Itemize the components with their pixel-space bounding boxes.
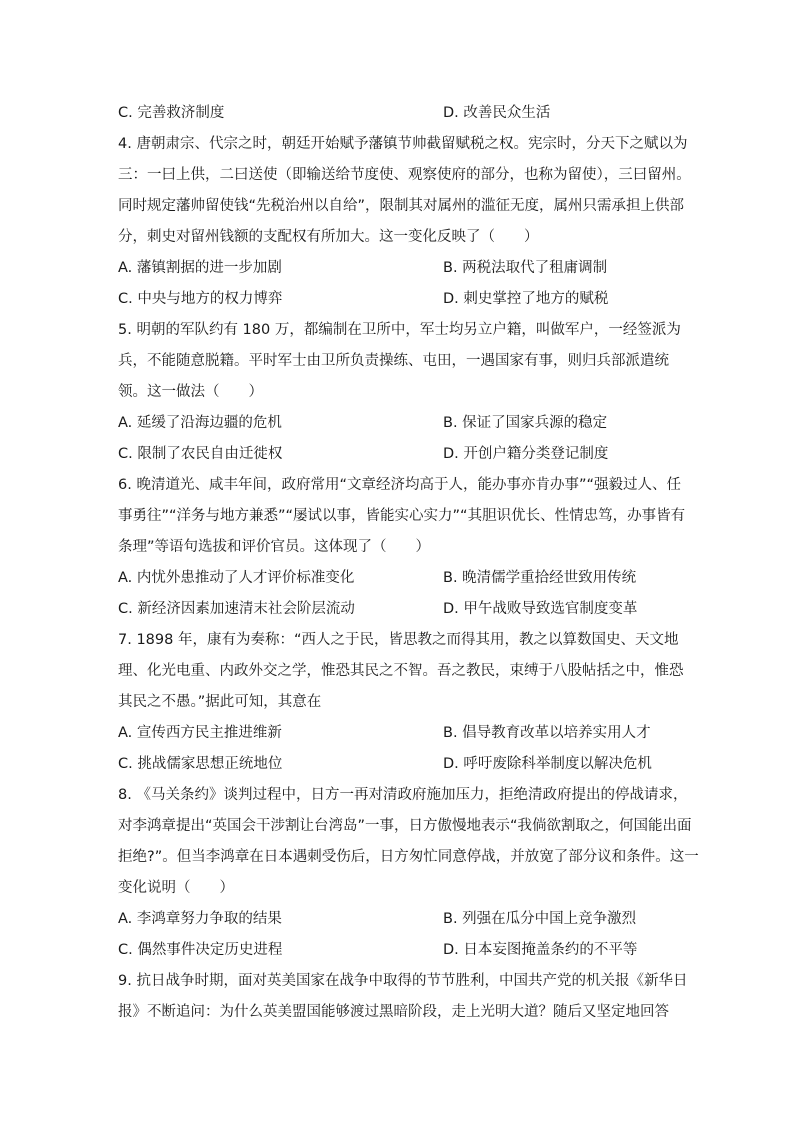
question-stem-line: 同时规定藩帅留使钱“先税治州以自给”，限制其对属州的滥征无度，属州只需承担上供部 [118, 198, 685, 214]
question-stem-line: 拒绝?”。但当李鸿章在日本遇刺受伤后，日方匆忙同意停战，并放宽了部分议和条件。这一 [118, 849, 699, 865]
question-stem-line: 对李鸿章提出“英国会干涉割让台湾岛”一事，日方傲慢地表示“我倘欲割取之，何国能出面 [118, 818, 692, 834]
page-content [118, 98, 699, 1028]
question-8 [118, 780, 699, 966]
question-stem-line: 6. 晚清道光、咸丰年间，政府常用“文章经济均高于人，能办事亦肯办事”“强毅过人、任 [118, 477, 681, 493]
question-stem-line: 分，刺史对留州钱额的支配权有所加大。这一变化反映了（ ） [118, 229, 539, 245]
q3-options [118, 98, 678, 129]
options-row [118, 408, 678, 439]
question-stem-line: 三：一曰上供，二曰送使（即输送给节度使、观察使府的部分，也称为留使），三曰留州。 [118, 167, 691, 183]
options-row [118, 935, 678, 966]
option-c: C. 完善救济制度 [118, 105, 225, 121]
options-row [118, 904, 678, 935]
option-b: B. 晚清儒学重拾经世致用传统 [443, 570, 637, 586]
options-row [118, 253, 678, 284]
question-7 [118, 625, 684, 780]
option-c: C. 限制了农民自由迁徙权 [118, 446, 283, 462]
options-row [118, 563, 678, 594]
option-b: B. 列强在瓜分中国上竞争激烈 [443, 911, 637, 927]
question-stem-line: 4. 唐朝肃宗、代宗之时，朝廷开始赋予藩镇节帅截留赋税之权。宪宗时，分天下之赋以为 [118, 136, 688, 152]
option-c: C. 中央与地方的权力博弈 [118, 291, 283, 307]
question-4 [118, 129, 691, 315]
option-a: A. 李鸿章努力争取的结果 [118, 911, 282, 927]
question-stem-line: 9. 抗日战争时期，面对英美国家在战争中取得的节节胜利，中国共产党的机关报《新华日 [118, 973, 688, 989]
option-c: C. 偶然事件决定历史进程 [118, 942, 283, 958]
option-a: A. 内忧外患推动了人才评价标准变化 [118, 570, 355, 586]
question-9 [118, 966, 688, 1028]
question-stem-line: 5. 明朝的军队约有 180 万，都编制在卫所中，军士均另立户籍，叫做军户，一经签派为 [118, 322, 681, 338]
option-d: D. 日本妄图掩盖条约的不平等 [443, 942, 638, 958]
option-d: D. 呼吁废除科举制度以解决危机 [443, 756, 652, 772]
option-a: A. 藩镇割据的进一步加剧 [118, 260, 282, 276]
question-stem-line: 报》不断追问：为什么英美盟国能够渡过黑暗阶段，走上光明大道？随后又坚定地回答 [118, 1004, 669, 1020]
option-a: A. 宣传西方民主推进维新 [118, 725, 282, 741]
question-stem-line: 其民之不愚。”据此可知，其意在 [118, 694, 322, 710]
option-b: B. 两税法取代了租庸调制 [443, 260, 608, 276]
option-d: D. 刺史掌控了地方的赋税 [443, 291, 609, 307]
option-d: D. 甲午战败导致选官制度变革 [443, 601, 638, 617]
option-b: B. 保证了国家兵源的稳定 [443, 415, 608, 431]
question-stem-line: 领。这一做法（ ） [118, 384, 263, 400]
option-c: C. 挑战儒家思想正统地位 [118, 756, 283, 772]
question-stem-line: 8. 《马关条约》谈判过程中，日方一再对清政府施加压力，拒绝清政府提出的停战请求， [118, 787, 688, 803]
option-c: C. 新经济因素加速清末社会阶层流动 [118, 601, 355, 617]
option-b: B. 倡导教育改革以培养实用人才 [443, 725, 651, 741]
options-row [118, 284, 678, 315]
question-stem-line: 事勇往”“洋务与地方兼悉”“屡试以事，皆能实心实力”“其胆识优长、性情忠笃，办事皆有 [118, 508, 686, 524]
question-6 [118, 470, 686, 625]
question-stem-line: 7. 1898 年，康有为奏称：“西人之于民，皆思教之而得其用，教之以算数国史、天文地 [118, 632, 679, 648]
option-d: D. 开创户籍分类登记制度 [443, 446, 609, 462]
options-row [118, 718, 678, 749]
option-d: D. 改善民众生活 [443, 105, 551, 121]
option-a: A. 延缓了沿海边疆的危机 [118, 415, 282, 431]
options-row [118, 439, 678, 470]
question-stem-line: 变化说明（ ） [118, 880, 234, 896]
question-5 [118, 315, 681, 470]
question-stem-line: 兵，不能随意脱籍。平时军士由卫所负责操练、屯田，一遇国家有事，则归兵部派遣统 [118, 353, 669, 369]
options-row [118, 749, 678, 780]
question-stem-line: 条理”等语句选拔和评价官员。这体现了（ ） [118, 539, 431, 555]
question-stem-line: 理、化光电重、内政外交之学，惟恐其民之不智。吾之教民，束缚于八股帖括之中，惟恐 [118, 663, 684, 679]
options-row [118, 594, 678, 625]
